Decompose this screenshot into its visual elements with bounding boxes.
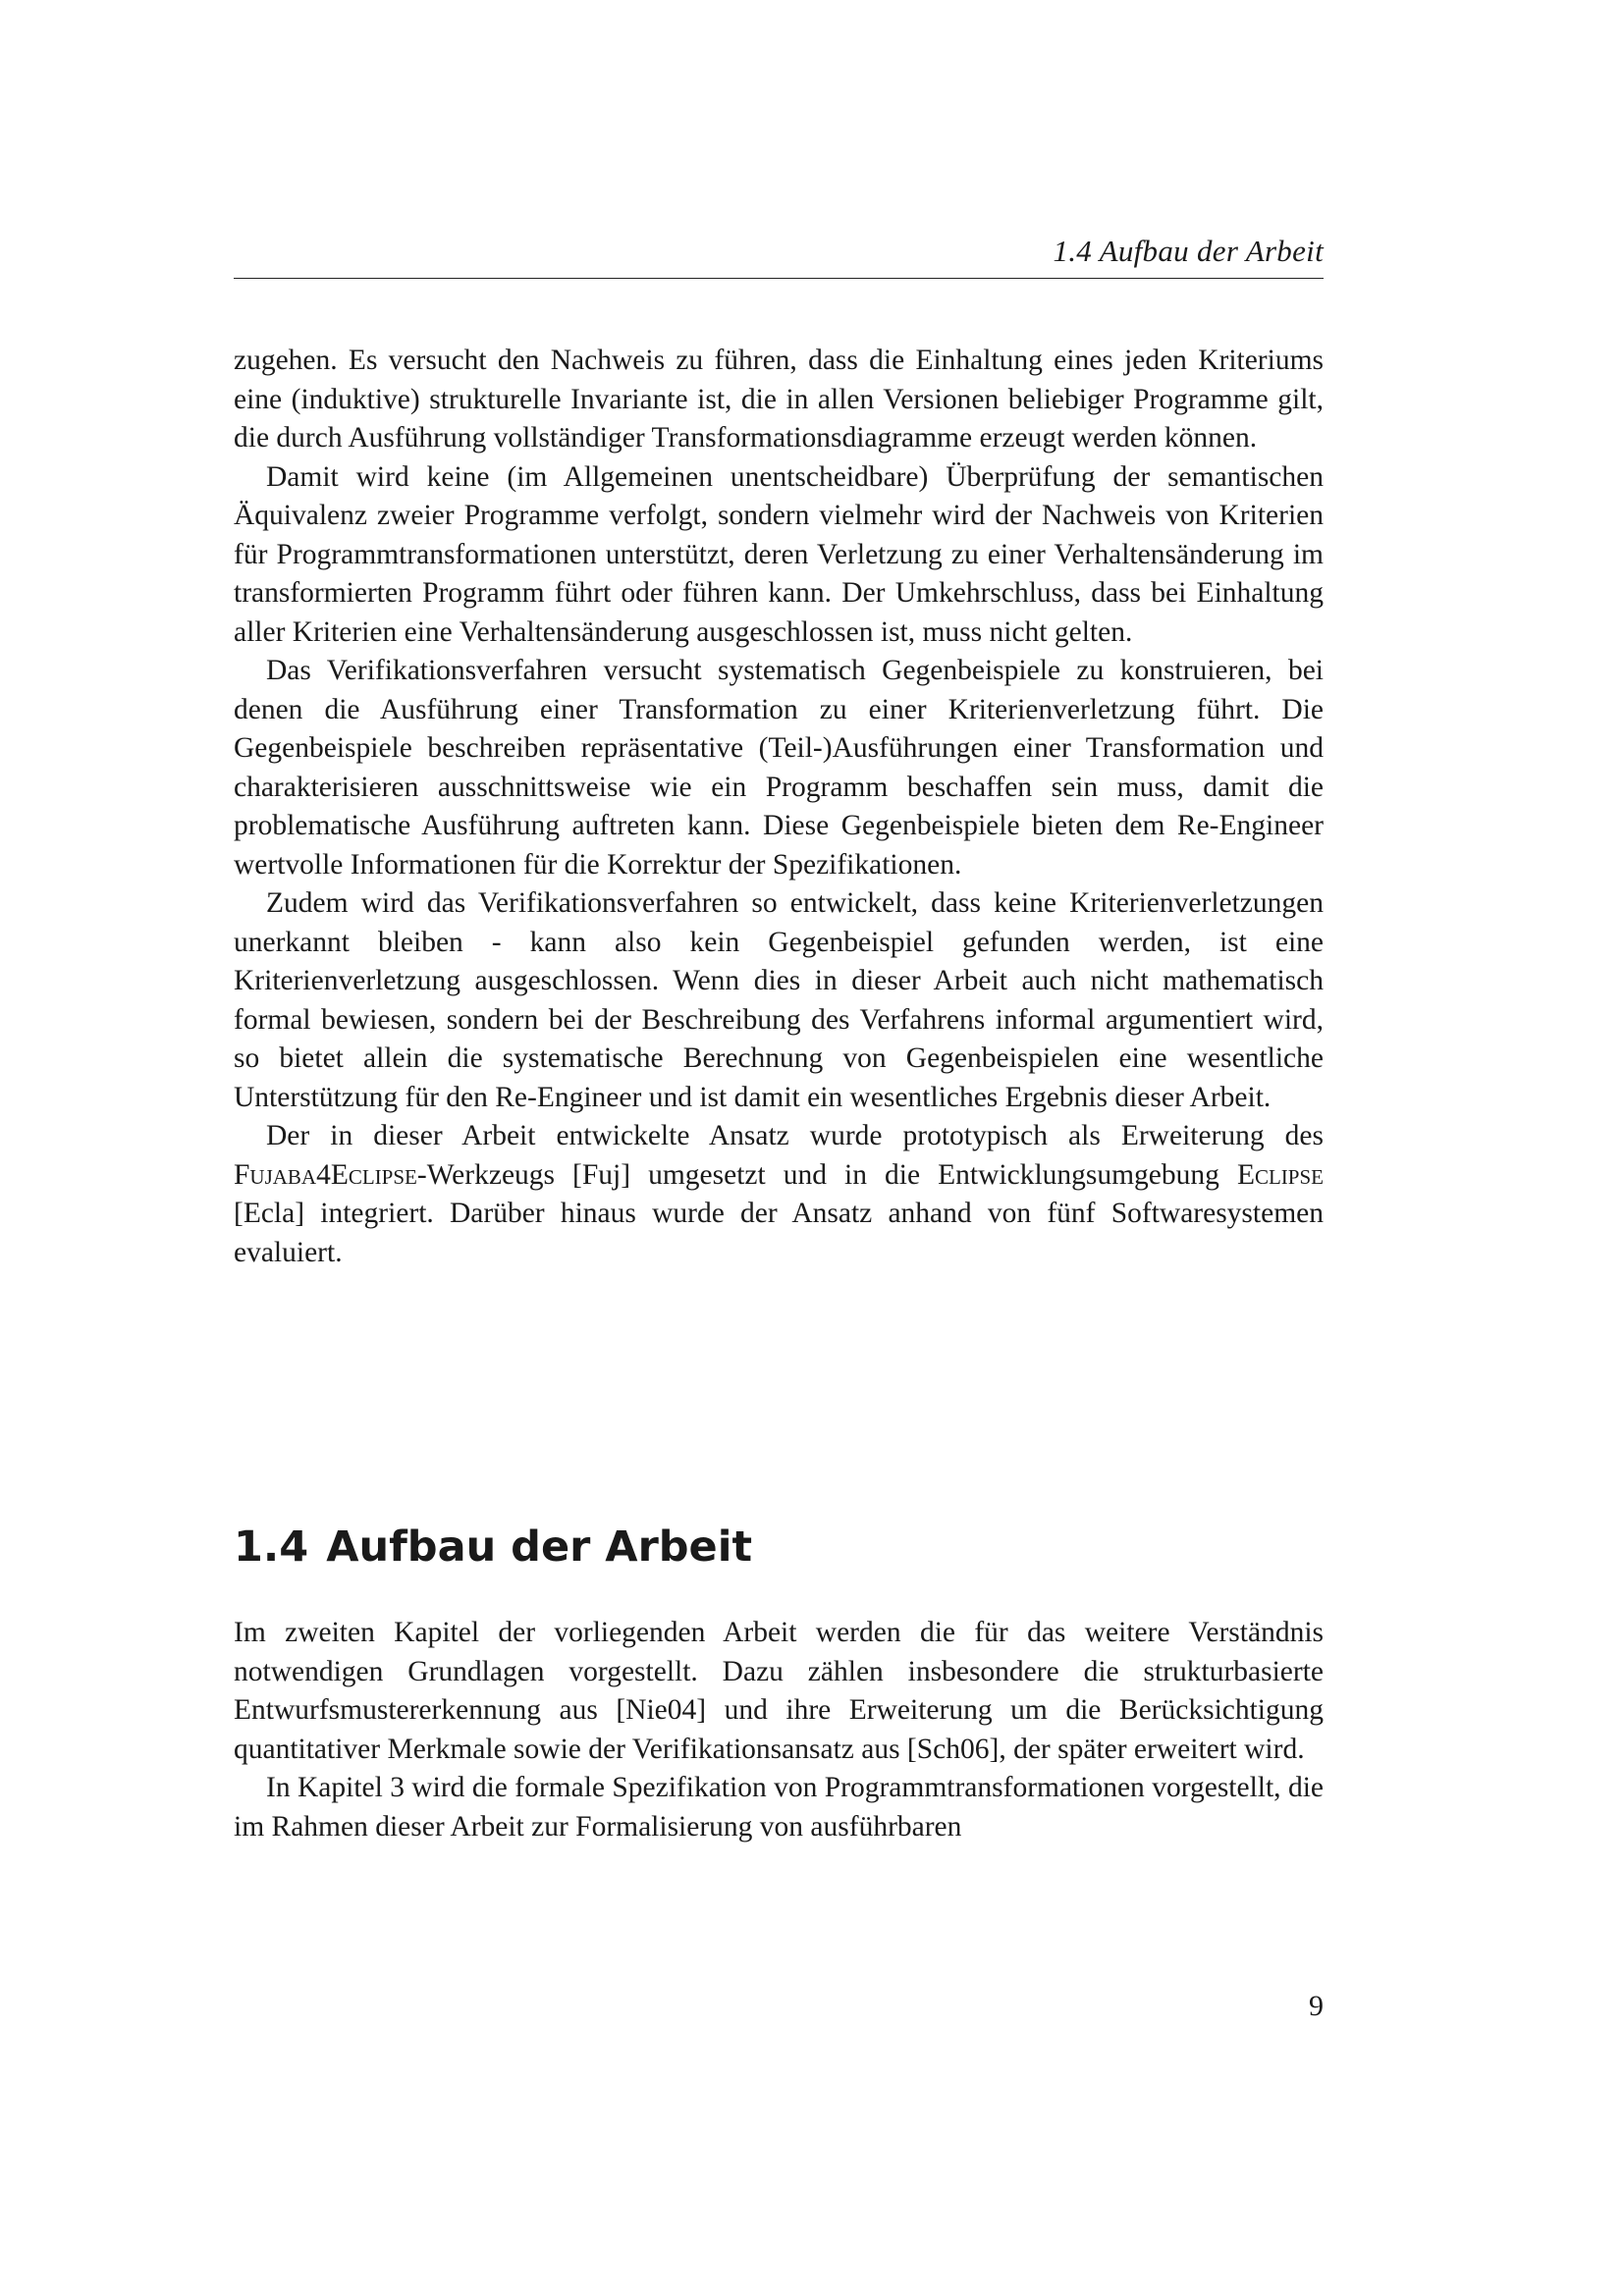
tool-name-fujaba4eclipse: Fujaba4Eclipse (234, 1158, 417, 1191)
paragraph-semantic-equivalence: Damit wird keine (im Allgemeinen unentscheidbare) Überprüfung der semantischen Äquivalenz zweier Programme verfolgt, sondern vielmehr wird der Nachweis von Kriterien für Programmtransformationen unterstützt, deren Verletzung zu einer Verhaltensänderung im transformierten Programm führt oder führen kann. Der Umkehrschluss, dass bei Einhaltung aller Kriterien eine Verhaltensänderung ausgeschlossen ist, muss nicht gelten. (234, 460, 1324, 648)
paragraph-counterexamples: Das Verifikationsverfahren versucht systematisch Gegenbeispiele zu konstruieren, bei denen die Ausführung einer Transformation zu einer Kriterienverletzung führt. Die Gegenbeispiele beschreiben repräsentative (Teil-)Ausführungen einer Transformation und charakterisieren ausschnittsweise wie ein Programm beschaffen sein muss, damit die problematische Ausführung auftreten kann. Diese Gegenbeispiele bieten dem Re-Engineer wertvolle Informationen für die Korrektur der Spezifikationen. (234, 655, 1324, 881)
header-rule (234, 278, 1324, 279)
paragraph-continuation: zugehen. Es versucht den Nachweis zu führen, dass die Einhaltung eines jeden Kriteriums eine (induktive) strukturelle Invariante ist, die in allen Versionen beliebiger Programme gilt, die durch Ausführung vollständiger Transformationsdiagramme erzeugt werden können. (234, 345, 1324, 454)
paragraph-verification-completeness: Zudem wird das Verifikationsverfahren so entwickelt, dass keine Kriterienverletzungen unerkannt bleiben - kann also kein Gegenbeispiel gefunden werden, ist eine Kriterienverletzung ausgeschlossen. Wenn dies in dieser Arbeit auch nicht mathematisch formal bewiesen, sondern bei der Beschreibung des Verfahrens informal argumentiert wird, so bietet allein die systematische Berechnung von Gegenbeispielen eine wesentliche Unterstützung für den Re-Engineer und ist damit ein wesentliches Ergebnis dieser Arbeit. (234, 887, 1324, 1113)
running-header: 1.4 Aufbau der Arbeit (1053, 234, 1324, 268)
section-heading (234, 1518, 1324, 1576)
paragraph-prototype (234, 1117, 1324, 1272)
tool-name-eclipse: Eclipse (1236, 1158, 1324, 1191)
paragraph-chapter-three: In Kapitel 3 wird die formale Spezifikation von Programmtransformationen vorgestellt, die im Rahmen dieser Arbeit zur Formalisierung von ausführbaren (234, 1772, 1324, 1842)
prototype-text-2: -Werkzeugs [Fuj] umgesetzt und in die Entwicklungsumgebung (416, 1158, 1237, 1191)
section-title: Aufbau der Arbeit (326, 1522, 753, 1572)
paragraph-chapter-two: Im zweiten Kapitel der vorliegenden Arbeit werden die für das weitere Verständnis notwendigen Grundlagen vorgestellt. Dazu zählen insbesondere die strukturbasierte Entwurfsmustererkennung aus [Nie04] und ihre Erweiterung um die Berücksichtigung quantitativer Merkmale sowie der Verifikationsansatz aus [Sch06], der später erweitert wird. (234, 1617, 1324, 1765)
section-number: 1.4 (234, 1522, 309, 1572)
prototype-text-1: Der in dieser Arbeit entwickelte Ansatz wurde prototypisch als Erweiterung des (266, 1120, 1324, 1151)
body-text-top (234, 342, 1324, 1272)
prototype-text-3: [Ecla] integriert. Darüber hinaus wurde der Ansatz anhand von fünf Softwaresystemen evaluiert. (234, 1198, 1324, 1268)
body-text-bottom (234, 1614, 1324, 1846)
page-number: 9 (1309, 1990, 1324, 2022)
